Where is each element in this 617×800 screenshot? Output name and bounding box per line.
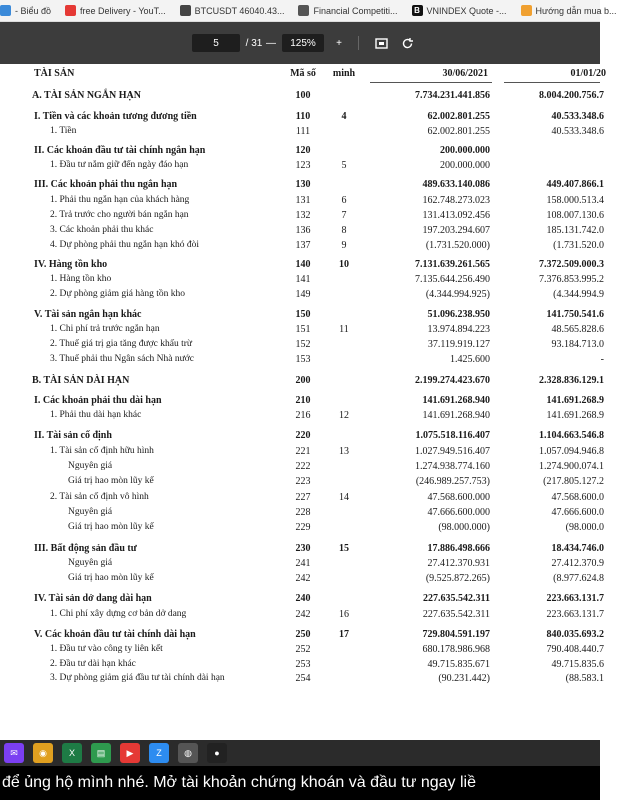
table-row [0,430,604,444]
zoom-out-button[interactable]: — [266,37,276,49]
row-value-previous: 141.750.541.6 [546,309,604,320]
row-value-previous: 790.408.440.7 [546,644,604,655]
row-name: I. Các khoản phải thu dài hạn [34,395,162,406]
table-row [0,492,604,506]
row-value-current: 47.666.600.000 [427,507,490,518]
bookmark-label: Hướng dẫn mua b... [535,5,617,16]
chrome-icon[interactable]: ◉ [33,743,53,763]
chart-icon [0,5,11,16]
row-note: 10 [339,259,349,270]
row-note: 9 [341,240,347,251]
row-value-current: (4.344.994.925) [425,289,490,300]
row-name: 1. Đầu tư vào công ty liên kết [50,644,163,654]
row-name: 2. Thuế giá trị gia tăng được khấu trừ [50,339,193,349]
row-value-current: 227.635.542.311 [423,593,490,604]
row-note: 5 [341,160,347,171]
row-code: 150 [295,309,311,320]
bookmark-label: Financial Competiti... [313,5,398,16]
row-value-current: 2.199.274.423.670 [415,375,490,386]
row-value-previous: 141.691.268.9 [546,395,604,406]
table-row [0,274,604,288]
table-row [0,673,604,687]
table-row [0,573,604,587]
row-value-current: 7.734.231.441.856 [415,90,490,101]
row-code: 242 [295,609,311,620]
row-code: 153 [295,354,311,365]
row-code: 132 [295,210,311,221]
row-note: 14 [339,492,349,503]
row-value-current: 1.027.949.516.407 [415,446,490,457]
row-code: 151 [295,324,311,335]
row-value-previous: 18.434.746.0 [551,543,604,554]
row-value-previous: (88.583.1 [565,673,604,684]
row-value-current: (9.525.872.265) [425,573,490,584]
row-note: 17 [339,629,349,640]
row-code: 200 [295,375,311,386]
row-value-previous: (98.000.0 [565,522,604,533]
row-name: B. TÀI SẢN DÀI HẠN [32,375,130,386]
tradingview-icon [180,5,191,16]
obs-icon[interactable]: ● [207,743,227,763]
row-value-current: 62.002.801.255 [427,126,490,137]
table-row [0,446,604,460]
table-row [0,543,604,557]
row-value-previous: 8.004.200.756.7 [539,90,604,101]
table-row [0,210,604,224]
row-name: Giá trị hao mòn lũy kế [68,573,154,583]
row-code: 111 [295,126,311,137]
table-row [0,507,604,521]
row-name: IV. Tài sản dở dang dài hạn [34,593,152,604]
row-code: 221 [295,446,311,457]
row-code: 131 [295,195,311,206]
row-name: IV. Hàng tồn kho [34,259,108,270]
row-name: Giá trị hao mòn lũy kế [68,476,154,486]
row-name: A. TÀI SẢN NGẮN HẠN [32,90,141,101]
row-value-previous: 49.715.835.6 [551,659,604,670]
table-row [0,522,604,536]
row-name: 1. Tài sản cố định hữu hình [50,446,154,456]
table-row [0,410,604,424]
row-name: 2. Dự phòng giảm giá hàng tồn kho [50,289,185,299]
row-name: Nguyên giá [68,558,113,568]
row-value-current: (246.989.257.753) [415,476,490,487]
row-value-current: 162.748.273.023 [422,195,490,206]
table-row [0,629,604,643]
row-name: 2. Đầu tư dài hạn khác [50,659,136,669]
zoom-in-button[interactable]: + [336,37,342,49]
row-name: 1. Hàng tồn kho [50,274,112,284]
row-code: 137 [295,240,311,251]
row-code: 227 [295,492,311,503]
row-value-current: 200.000.000 [440,145,490,156]
row-code: 253 [295,659,311,670]
fit-page-icon [375,37,388,50]
row-code: 223 [295,476,311,487]
row-value-current: 13.974.894.223 [427,324,490,335]
row-value-previous: 1.274.900.074.1 [539,461,604,472]
row-value-previous: (1.731.520.0 [553,240,604,251]
row-value-current: 680.178.986.968 [422,644,490,655]
row-value-current: 7.131.639.261.565 [415,259,490,270]
row-value-current: 131.413.092.456 [422,210,490,221]
page-total: / 31 [245,37,263,49]
row-code: 136 [295,225,311,236]
row-value-previous: - [600,354,604,365]
row-name: 1. Phải thu dài hạn khác [50,410,142,420]
row-value-previous: 108.007.130.6 [546,210,604,221]
row-name: V. Tài sản ngắn hạn khác [34,309,142,320]
row-value-current: 200.000.000 [440,160,490,171]
row-value-current: 51.096.238.950 [427,309,490,320]
pdf-toolbar [0,22,600,64]
row-value-current: (98.000.000) [438,522,490,533]
row-name: 1. Đầu tư nắm giữ đến ngày đáo hạn [50,160,189,170]
row-note: 6 [341,195,347,206]
row-name: I. Tiền và các khoản tương đương tiền [34,111,197,122]
row-code: 216 [295,410,311,421]
row-code: 120 [295,145,311,156]
pdf-page [0,64,606,740]
row-name: 3. Các khoản phải thu khác [50,225,154,235]
row-value-current: 227.635.542.311 [422,609,490,620]
table-row [0,558,604,572]
b-icon: B [412,5,423,16]
row-code: 240 [295,593,311,604]
row-value-current: 27.412.370.931 [427,558,490,569]
row-name: III. Các khoản phải thu ngắn hạn [34,179,178,190]
row-value-previous: 185.131.742.0 [546,225,604,236]
row-note: 4 [341,111,347,122]
table-row [0,476,604,490]
row-note: 7 [341,210,347,221]
table-row [0,339,604,353]
row-value-previous: 27.412.370.9 [551,558,604,569]
bookmark-chart[interactable] [0,5,51,16]
row-name: III. Bất động sản đầu tư [34,543,137,554]
row-name: 2. Tài sản cố định vô hình [50,492,149,502]
table-row [0,375,604,389]
row-value-previous: 1.104.663.546.8 [539,430,604,441]
table-row [0,179,604,193]
row-value-previous: (217.805.127.2 [543,476,604,487]
table-row [0,225,604,239]
row-value-current: (1.731.520.000) [425,240,490,251]
table-row [0,145,600,159]
row-value-current: 197.203.294.607 [422,225,490,236]
row-value-current: 37.119.919.127 [427,339,490,350]
bookmark-label: VNINDEX Quote -... [426,5,507,16]
row-value-previous: 223.663.131.7 [546,593,604,604]
row-value-current: 141.691.268.940 [422,410,490,421]
row-value-previous: 1.057.094.946.8 [539,446,604,457]
row-code: 241 [295,558,311,569]
row-name: II. Tài sản cố định [34,430,112,441]
row-note: 16 [339,609,349,620]
table-row [0,259,604,273]
row-value-previous: 158.000.513.4 [546,195,604,206]
taskbar [0,740,600,766]
page-icon [298,5,309,16]
app-icon[interactable]: ◍ [178,743,198,763]
table-row [0,644,604,658]
header-underline [504,82,600,83]
bookmark-label: - Biểu đồ [15,5,52,16]
table-row [0,395,604,409]
bookmark-vnindex[interactable] [412,5,507,16]
sheets-icon[interactable]: ▤ [91,743,111,763]
row-value-previous: 40.533.348.6 [551,126,604,137]
row-name: 3. Dự phòng giảm giá đầu tư tài chính dài hạn [50,673,225,683]
row-value-previous: 7.372.509.000.3 [539,259,604,270]
row-value-previous: 48.565.828.6 [551,324,604,335]
row-value-previous: 7.376.853.995.2 [539,274,604,285]
row-value-current: 1.425.600 [450,354,490,365]
row-code: 140 [295,259,311,270]
guide-icon [521,5,532,16]
table-row [0,309,604,323]
row-name: 4. Dự phòng phải thu ngắn hạn khó đòi [50,240,199,250]
bookmark-youtube[interactable] [65,5,166,16]
row-code: 230 [295,543,311,554]
row-code: 222 [295,461,311,472]
row-code: 149 [295,289,311,300]
row-value-current: 62.002.801.255 [427,111,490,122]
table-row [0,659,604,673]
table-row [0,240,604,254]
row-name: II. Các khoản đầu tư tài chính ngắn hạn [34,145,206,156]
row-code: 220 [295,430,311,441]
row-value-current: 49.715.835.671 [427,659,490,670]
table-row [0,195,604,209]
table-row [0,90,604,104]
row-value-current: 729.804.591.197 [422,629,490,640]
row-name: 2. Trả trước cho người bán ngắn hạn [50,210,189,220]
video-subtitle: để ủng hộ mình nhé. Mở tài khoản chứng khoán và đầu tư ngay liề [0,766,600,800]
table-row [0,354,604,368]
row-name: V. Các khoản đầu tư tài chính dài hạn [34,629,196,640]
row-code: 130 [295,179,311,190]
table-header [0,68,606,82]
row-value-previous: 47.666.600.0 [551,507,604,518]
table-row [0,609,604,623]
table-row [0,126,604,140]
row-code: 123 [295,160,311,171]
table-row [0,111,604,125]
row-value-current: (90.231.442) [438,673,490,684]
row-code: 229 [295,522,311,533]
row-code: 152 [295,339,311,350]
row-note: 11 [339,324,349,335]
row-value-previous: (4.344.994.9 [553,289,604,300]
row-note: 15 [339,543,349,554]
row-code: 210 [295,395,311,406]
row-value-previous: 840.035.693.2 [546,629,604,640]
row-name: 1. Chi phí trả trước ngắn hạn [50,324,160,334]
zalo-icon[interactable]: Z [149,743,169,763]
row-value-current: 1.075.518.116.407 [415,430,490,441]
rotate-button[interactable] [398,34,416,52]
bookmark-btcusdt[interactable] [180,5,285,16]
row-value-previous: (8.977.624.8 [553,573,604,584]
page-current: 5 [213,37,219,49]
bookmark-financial[interactable] [298,5,397,16]
page-number-input[interactable] [192,34,240,52]
row-value-current: 7.135.644.256.490 [415,274,490,285]
row-value-previous: 93.184.713.0 [551,339,604,350]
header-underline [370,82,492,83]
row-name: 1. Phải thu ngắn hạn của khách hàng [50,195,190,205]
row-code: 250 [295,629,311,640]
row-name: Nguyên giá [68,461,113,471]
row-value-current: 141.691.268.940 [422,395,490,406]
table-row [0,593,604,607]
header-assets: TÀI SẢN [34,68,75,79]
header-date-current: 30/06/2021 [442,68,488,79]
table-row [0,289,604,303]
row-name: 3. Thuế phải thu Ngân sách Nhà nước [50,354,195,364]
row-value-current: 489.633.140.086 [422,179,490,190]
bookmark-label: BTCUSDT 46040.43... [194,5,285,16]
row-code: 242 [295,573,311,584]
row-code: 141 [295,274,311,285]
youtube-icon[interactable]: ▶ [120,743,140,763]
bookmarks-bar [0,0,617,22]
header-note: minh [332,68,356,79]
table-row [0,160,600,174]
table-row [0,324,604,338]
header-date-previous: 01/01/20 [570,68,606,79]
row-value-previous: 141.691.268.9 [546,410,604,421]
row-value-current: 47.568.600.000 [427,492,490,503]
row-name: Giá trị hao mòn lũy kế [68,522,154,532]
row-name: Nguyên giá [68,507,113,517]
row-value-previous: 449.407.866.1 [546,179,604,190]
row-value-previous: 40.533.348.6 [551,111,604,122]
row-note: 8 [341,225,347,236]
row-value-previous: 223.663.131.7 [546,609,604,620]
bookmark-label: free Delivery - YouT... [80,5,166,16]
bookmark-guide[interactable] [521,5,617,16]
table-row [0,461,604,475]
row-code: 252 [295,644,311,655]
excel-icon[interactable]: X [62,743,82,763]
row-code: 100 [295,90,311,101]
row-note: 12 [339,410,349,421]
rotate-icon [401,37,414,50]
row-note: 13 [339,446,349,457]
fit-page-button[interactable] [372,34,390,52]
row-value-previous: 47.568.600.0 [551,492,604,503]
row-code: 254 [295,673,311,684]
zoom-level-input[interactable]: 125% [282,34,324,52]
youtube-icon [65,5,76,16]
row-value-current: 1.274.938.774.160 [415,461,490,472]
row-value-previous: 2.328.836.129.1 [539,375,604,386]
messenger-icon[interactable]: ✉ [4,743,24,763]
row-code: 228 [295,507,311,518]
row-value-current: 17.886.498.666 [427,543,490,554]
row-code: 110 [295,111,311,122]
header-code: Mã số [290,68,316,79]
row-name: 1. Chi phí xây dựng cơ bản dở dang [50,609,187,619]
row-name: 1. Tiền [50,126,77,136]
